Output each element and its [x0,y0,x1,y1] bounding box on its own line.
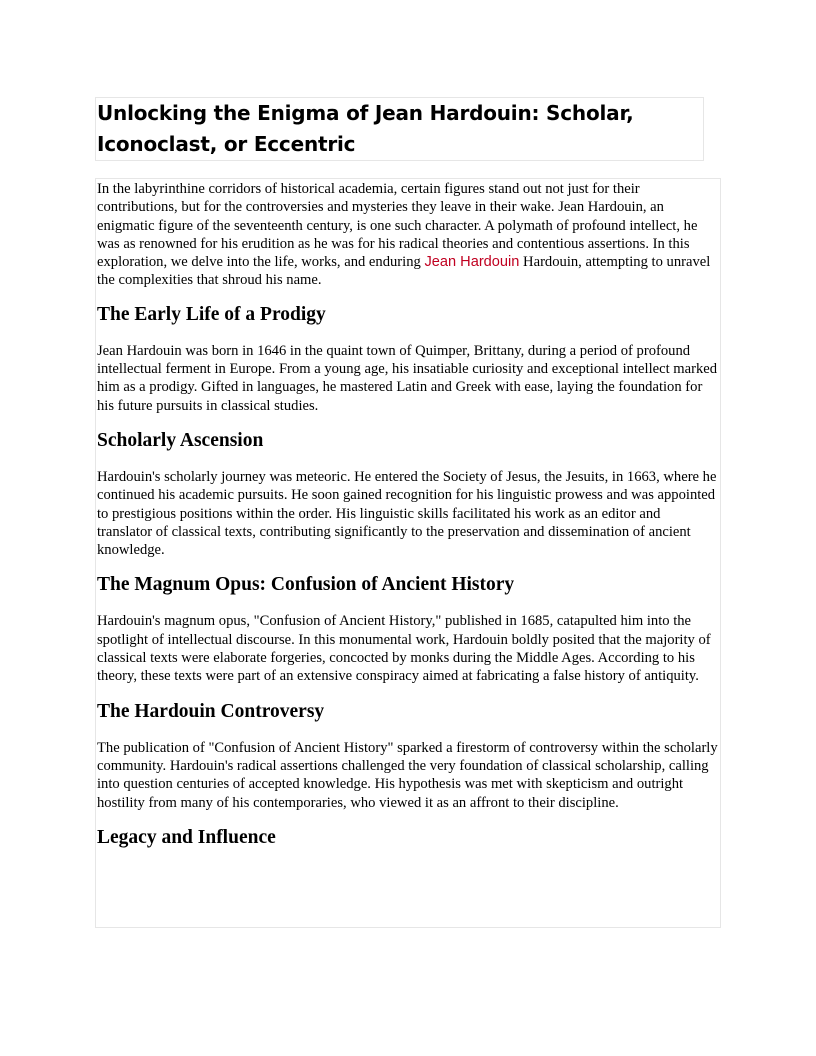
section-heading-early-life: The Early Life of a Prodigy [97,303,326,325]
section-heading-legacy: Legacy and Influence [97,826,276,848]
section-body-controversy: The publication of "Confusion of Ancient History" sparked a firestorm of controversy within the scholarly community. Hardouin's radical assertions challenged the very foundation of classical scholarship, calling into question centuries of accepted knowledge. His hypothesis was met with skepticism and outright hostility from many of his contemporaries, who viewed it as an affront to their discipline. [97,739,718,811]
section-body-magnum-opus: Hardouin's magnum opus, "Confusion of Ancient History," published in 1685, catapulted him into the spotlight of intellectual discourse. In this monumental work, Hardouin boldly posited that the majority of classical texts were elaborate forgeries, concocted by monks during the Middle Ages. According to his theory, these texts were part of an extensive conspiracy aimed at fabricating a false history of antiquity. [97,613,711,685]
jean-hardouin-link[interactable]: Jean Hardouin [424,254,520,271]
section-body-scholarly-ascension: Hardouin's scholarly journey was meteoric. He entered the Society of Jesus, the Jesuits, in 1663, where he continued his academic pursuits. He soon gained recognition for his linguistic prowess and was appointed to prestigious positions within the order. His linguistic skills facilitated his work as an editor and translator of classical texts, contributing significantly to the preservation and dissemination of ancient knowledge. [97,468,717,559]
intro-paragraph [97,180,719,290]
section-heading-magnum-opus: The Magnum Opus: Confusion of Ancient History [97,574,515,596]
section-body-early-life: Jean Hardouin was born in 1646 in the quaint town of Quimper, Brittany, during a period of profound intellectual ferment in Europe. From a young age, his insatiable curiosity and exceptional intellect marked him as a prodigy. Gifted in languages, he mastered Latin and Greek with ease, laying the foundation for his future pursuits in classical studies. [97,342,718,414]
intro-text-after: Hardouin, attempting to unravel the complexities that shroud his name. [97,254,711,289]
article-body [95,178,721,928]
intro-text-before: In the labyrinthine corridors of historical academia, certain figures stand out not just for their contributions, but for the controversies and mysteries they leave in their wake. Jean Hardouin, an enigmatic figure of the seventeenth century, is one such character. A polymath of profound intellect, he was as renowned for his erudition as he was for his radical theories and contentious assertions. In this exploration, we delve into the life, works, and enduring [97,181,698,271]
section-heading-controversy: The Hardouin Controversy [97,700,325,722]
section-heading-scholarly-ascension: Scholarly Ascension [97,429,264,451]
page-title: Unlocking the Enigma of Jean Hardouin: Scholar, Iconoclast, or Eccentric [95,97,704,161]
